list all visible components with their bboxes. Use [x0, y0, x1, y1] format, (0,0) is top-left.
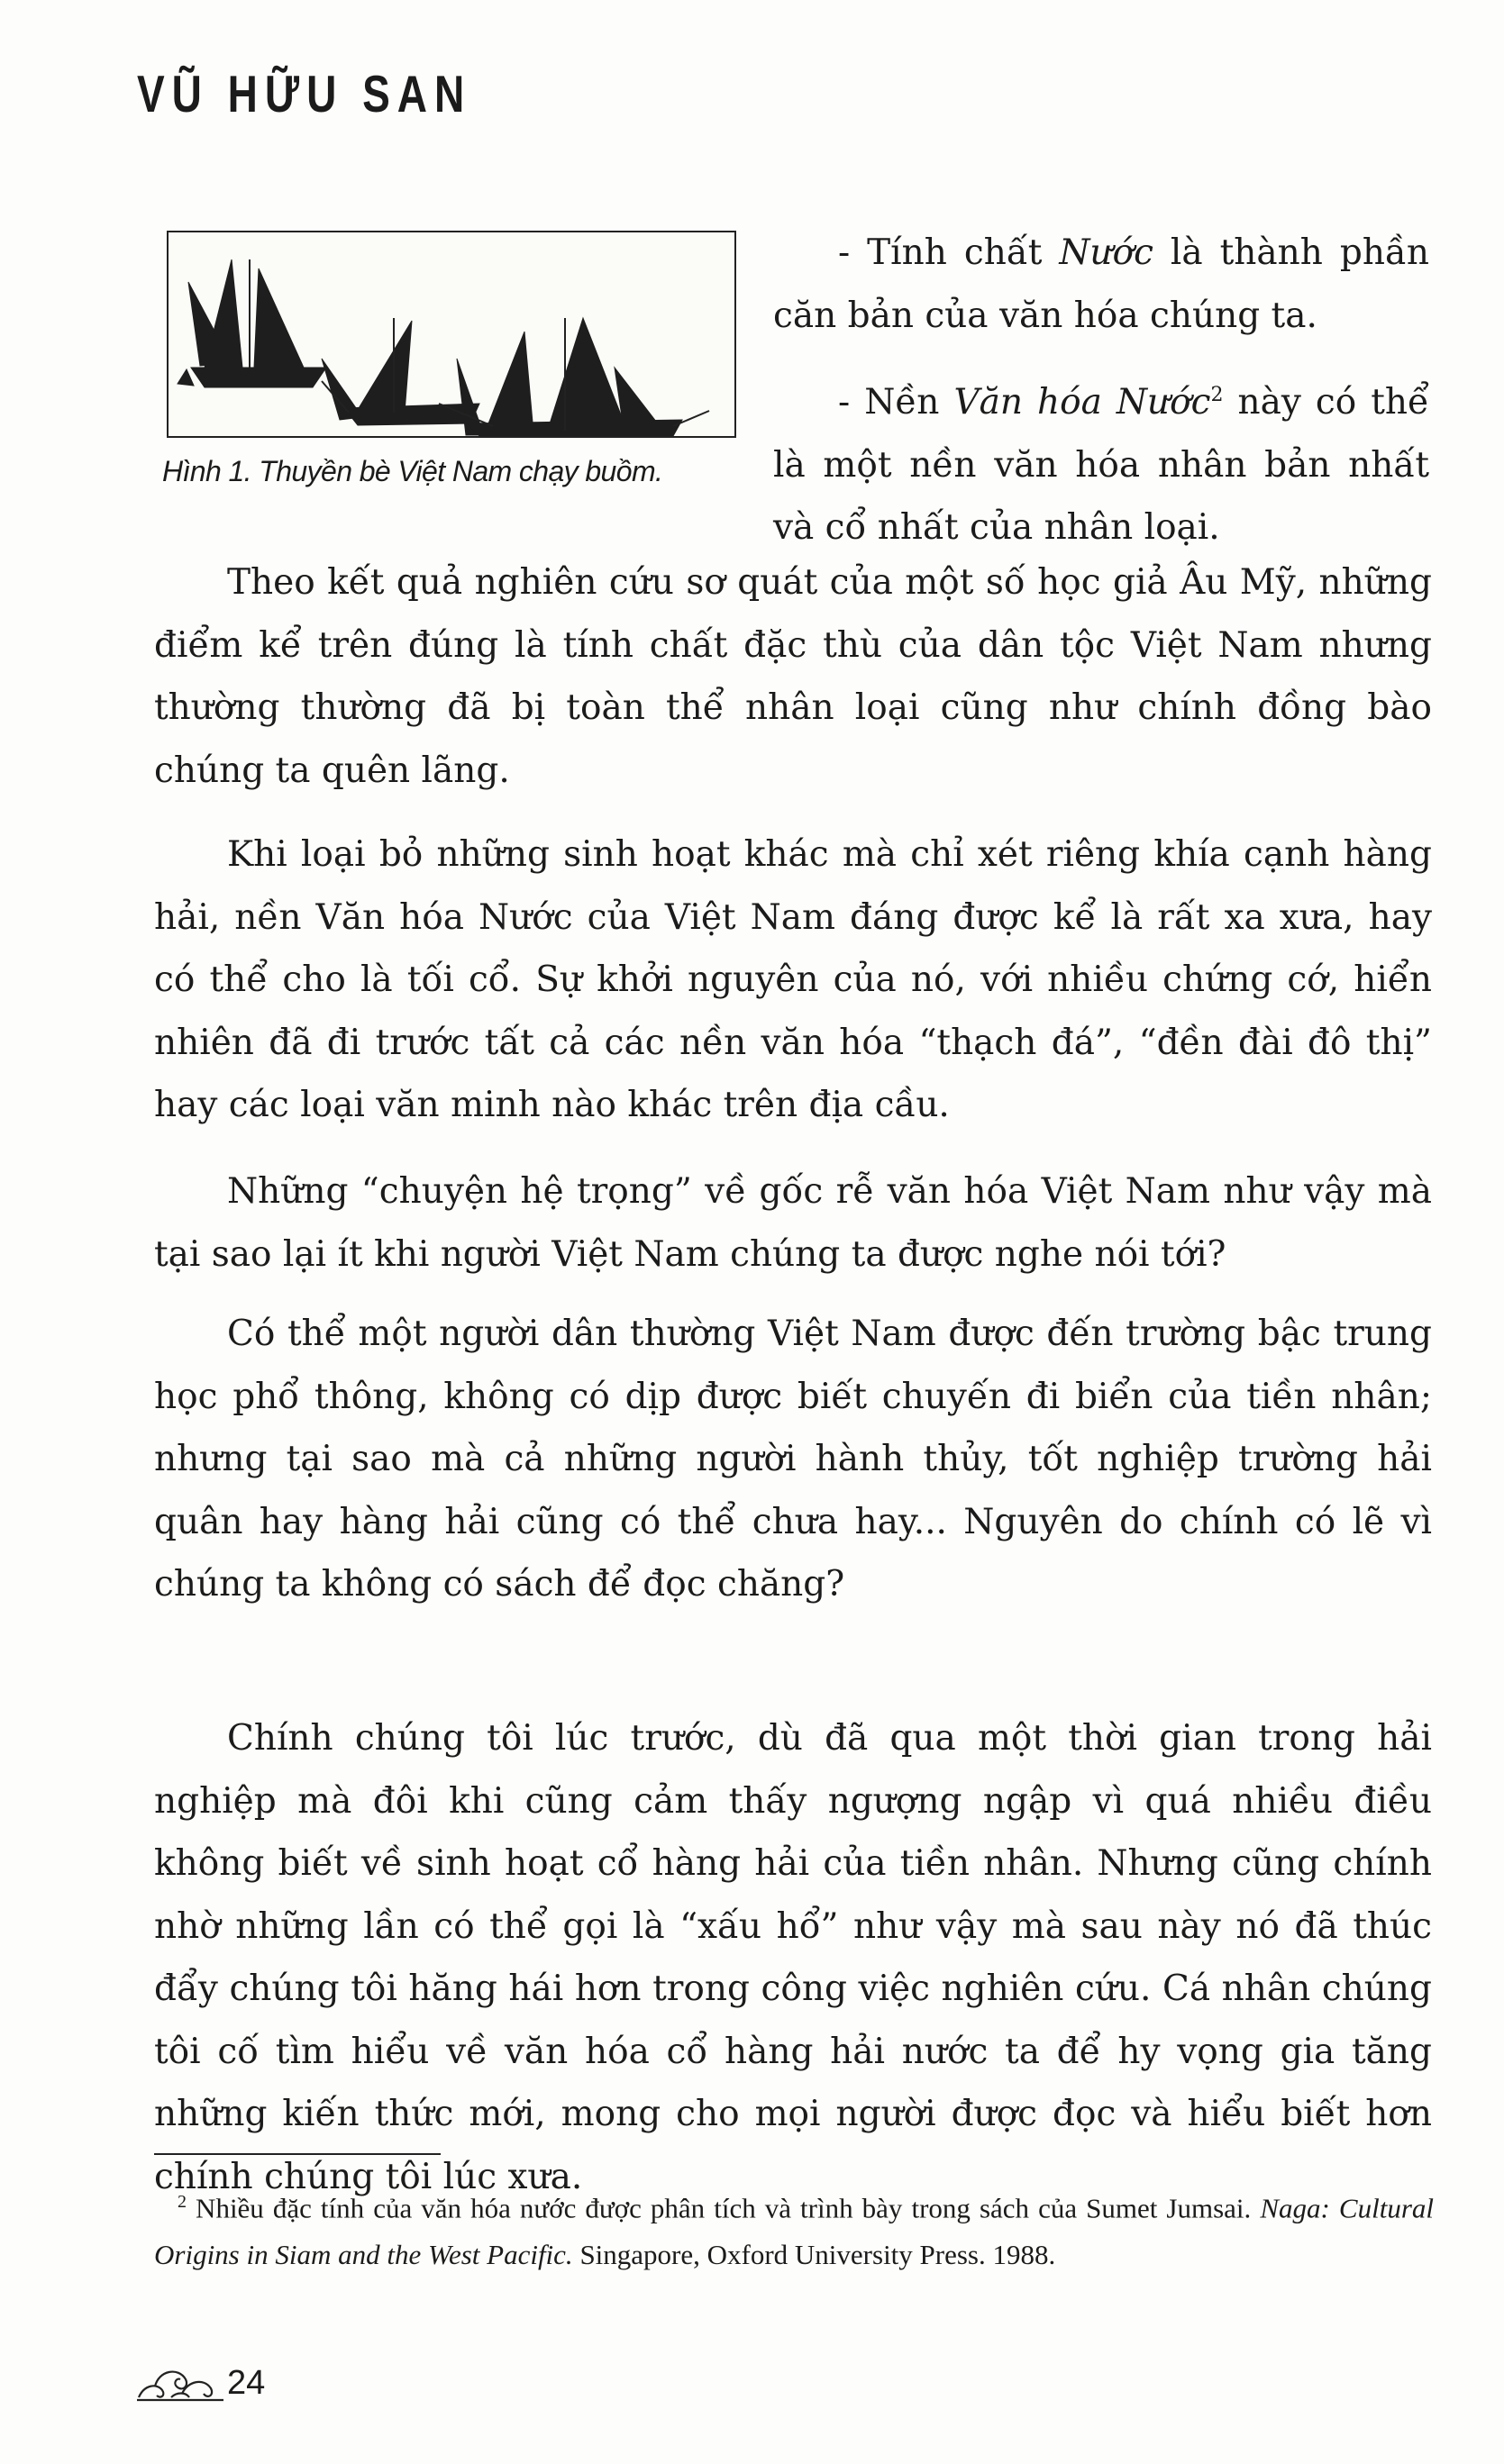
paragraph-5: Chính chúng tôi lúc trước, dù đã qua một thời gian trong hải nghiệp mà đôi khi cũng cảm thấy ngượng ngập vì quá nhiều điều không biết về sinh hoạt cổ hàng hải của tiền nhân. Nhưng cũng chính nhờ những lần có thể gọi là “xấu hổ” như vậy mà sau này nó đã thúc đẩy chúng tôi hăng hái hơn trong công việc nghiên cứu. Cá nhân chúng tôi cố tìm hiểu về văn hóa cổ hàng hải nước ta để hy vọng gia tăng những kiến thức mới, mong cho mọi người được đọc và hiểu biết hơn chính chúng tôi lúc xưa. — [154, 1718, 1432, 2197]
paragraph-2: Khi loại bỏ những sinh hoạt khác mà chỉ xét riêng khía cạnh hàng hải, nền Văn hóa Nước của Việt Nam đáng được kể là rất xa xưa, hay có thể cho là tối cổ. Sự khởi nguyên của nó, với nhiều chứng cớ, hiển nhiên đã đi trước tất cả các nền văn hóa “thạch đá”, “đền đài đô thị” hay các loại văn minh nào khác trên địa cầu. — [154, 834, 1432, 1125]
bullet-1: - Tính chất Nước là thành phần căn bản của văn hóa chúng ta. — [773, 232, 1429, 336]
sailing-boats-illustration-icon — [169, 232, 734, 436]
paragraph-4: Có thể một người dân thường Việt Nam được đến trường bậc trung học phổ thông, không có dịp được biết chuyến đi biển của tiền nhân; nhưng tại sao mà cả những người hành thủy, tốt nghiệp trường hải quân hay hàng hải cũng có thể chưa hay... Nguyên do chính có lẽ vì chúng ta không có sách để đọc chăng? — [154, 1314, 1432, 1605]
wave-ornament-icon — [135, 2358, 225, 2406]
running-header-author: VŨ HỮU SAN — [137, 64, 472, 123]
page-number: 24 — [227, 2364, 266, 2402]
paragraph-3: Những “chuyện hệ trọng” về gốc rễ văn hóa Việt Nam như vậy mà tại sao lại ít khi người Việt Nam chúng ta được nghe nói tới? — [154, 1171, 1432, 1275]
footnote-divider — [154, 2153, 441, 2155]
bullet-2: - Nền Văn hóa Nước$^2$ này có thể là một nền văn hóa nhân bản nhất và cổ nhất của nhân loại. — [773, 382, 1429, 548]
footnote: $^2$ Nhiều đặc tính của văn hóa nước được phân tích và trình bày trong sách của Sumet Jumsai. Naga: Cultural Origins in Siam and the West Pacific. Singapore, Oxford University Press. 1988. — [154, 2192, 1434, 2271]
figure-image — [167, 231, 736, 438]
paragraph-1: Theo kết quả nghiên cứu sơ quát của một số học giả Âu Mỹ, những điểm kể trên đúng là tính chất đặc thù của dân tộc Việt Nam nhưng thường thường đã bị toàn thể nhân loại cũng như chính đồng bào chúng ta quên lãng. — [154, 562, 1432, 791]
figure-caption: Hình 1. Thuyền bè Việt Nam chạy buồm. — [162, 455, 663, 487]
